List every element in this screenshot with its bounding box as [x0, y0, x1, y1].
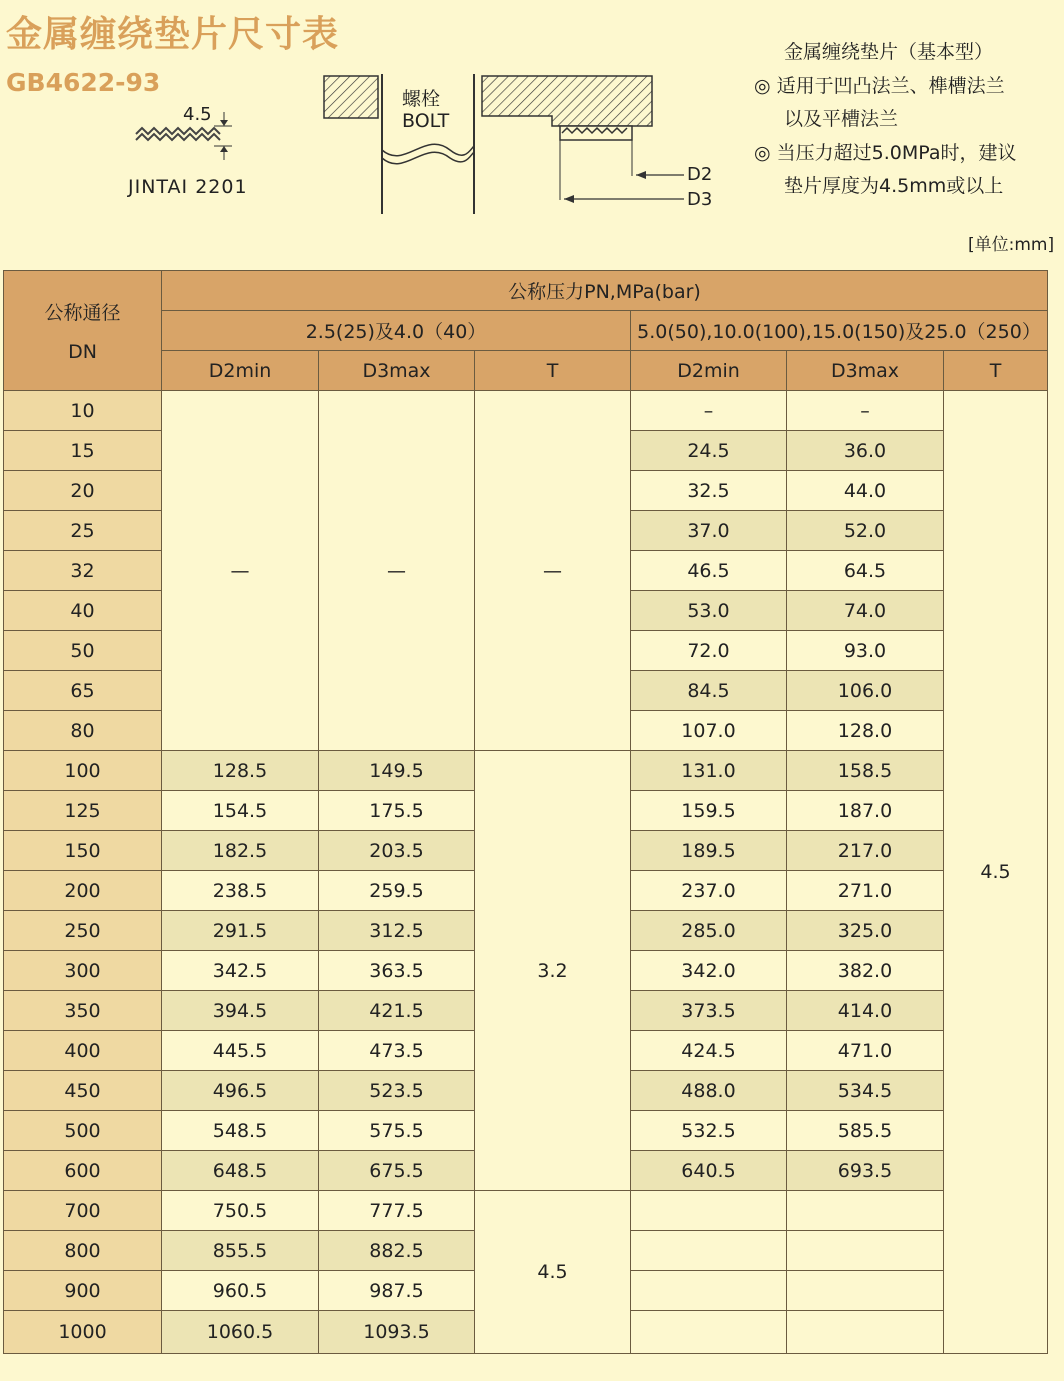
thickness-label: 4.5 [183, 104, 212, 125]
t-g2-cell: 4.5 [944, 391, 1048, 1354]
dn-cell: 900 [4, 1271, 162, 1311]
d2min-g2-cell: 488.0 [631, 1071, 787, 1111]
d2min-g1-cell: 855.5 [162, 1231, 319, 1271]
d2min-g1-cell: 342.5 [162, 951, 319, 991]
d3max-g2-cell: 534.5 [787, 1071, 944, 1111]
dn-cell: 40 [4, 591, 162, 631]
dash-d3-g1: — [319, 391, 475, 751]
table-row [4, 391, 1048, 431]
dash-d2-g2: – [631, 391, 787, 431]
col-d2min-g1: D2min [162, 351, 319, 391]
d3max-g2-cell: 128.0 [787, 711, 944, 751]
d2min-g1-cell: 154.5 [162, 791, 319, 831]
empty-g2-cell [631, 1231, 787, 1271]
t-g1-45-cell: 4.5 [475, 1191, 631, 1354]
pressure-header: 公称压力PN,MPa(bar) [162, 271, 1048, 311]
dn-cell: 150 [4, 831, 162, 871]
d2min-g2-cell: 285.0 [631, 911, 787, 951]
d3max-g2-cell: 187.0 [787, 791, 944, 831]
dash-d3-g2: – [787, 391, 944, 431]
d2-dimension-label: D2 [687, 164, 713, 185]
dn-cell: 100 [4, 751, 162, 791]
col-d2min-g2: D2min [631, 351, 787, 391]
empty-g2-cell [787, 1311, 944, 1354]
d2min-g1-cell: 648.5 [162, 1151, 319, 1191]
d2min-g2-cell: 24.5 [631, 431, 787, 471]
table-row [4, 751, 1048, 791]
page-title: 金属缠绕垫片尺寸表 [6, 14, 340, 55]
d3max-g2-cell: 158.5 [787, 751, 944, 791]
t-g1-32-cell: 3.2 [475, 751, 631, 1191]
empty-g2-cell [787, 1191, 944, 1231]
d3max-g2-cell: 44.0 [787, 471, 944, 511]
d3max-g1-cell: 473.5 [319, 1031, 475, 1071]
d3max-g2-cell: 325.0 [787, 911, 944, 951]
d2min-g1-cell: 750.5 [162, 1191, 319, 1231]
dn-cell: 500 [4, 1111, 162, 1151]
d2min-g1-cell: 496.5 [162, 1071, 319, 1111]
gasket-profile-icon [136, 112, 232, 160]
note-1-continued: 以及平槽法兰 [784, 108, 899, 130]
d2min-g2-cell: 342.0 [631, 951, 787, 991]
d3max-g1-cell: 1093.5 [319, 1311, 475, 1354]
d3max-g1-cell: 675.5 [319, 1151, 475, 1191]
dn-cell: 50 [4, 631, 162, 671]
d3max-g2-cell: 585.5 [787, 1111, 944, 1151]
d3max-g1-cell: 203.5 [319, 831, 475, 871]
standard-code: GB4622-93 [6, 68, 161, 97]
d3max-g2-cell: 36.0 [787, 431, 944, 471]
d2min-g2-cell: 189.5 [631, 831, 787, 871]
d2min-g1-cell: 1060.5 [162, 1311, 319, 1354]
dn-cell: 80 [4, 711, 162, 751]
d2min-g2-cell: 107.0 [631, 711, 787, 751]
d3max-g2-cell: 271.0 [787, 871, 944, 911]
d3max-g2-cell: 217.0 [787, 831, 944, 871]
pressure-group-2: 5.0(50),10.0(100),15.0(150)及25.0（250） [631, 311, 1048, 351]
d2min-g2-cell: 532.5 [631, 1111, 787, 1151]
d2min-g2-cell: 424.5 [631, 1031, 787, 1071]
dn-cell: 15 [4, 431, 162, 471]
d2min-g2-cell: 159.5 [631, 791, 787, 831]
table-row [4, 1191, 1048, 1231]
d3max-g1-cell: 575.5 [319, 1111, 475, 1151]
empty-g2-cell [631, 1311, 787, 1354]
dn-cell: 600 [4, 1151, 162, 1191]
dn-cell: 350 [4, 991, 162, 1031]
d2min-g2-cell: 373.5 [631, 991, 787, 1031]
unit-label: [单位:mm] [968, 235, 1055, 255]
dn-cell: 10 [4, 391, 162, 431]
d2min-g1-cell: 960.5 [162, 1271, 319, 1311]
dn-cell: 400 [4, 1031, 162, 1071]
col-d3max-g2: D3max [787, 351, 944, 391]
dn-cell: 125 [4, 791, 162, 831]
d3max-g1-cell: 149.5 [319, 751, 475, 791]
dn-cell: 1000 [4, 1311, 162, 1354]
dn-cell: 20 [4, 471, 162, 511]
dn-header [4, 271, 162, 391]
d2min-g1-cell: 182.5 [162, 831, 319, 871]
d2min-g1-cell: 445.5 [162, 1031, 319, 1071]
d2min-g1-cell: 548.5 [162, 1111, 319, 1151]
d2min-g2-cell: 37.0 [631, 511, 787, 551]
d2min-g1-cell: 394.5 [162, 991, 319, 1031]
dn-cell: 32 [4, 551, 162, 591]
dn-cell: 65 [4, 671, 162, 711]
d3max-g2-cell: 52.0 [787, 511, 944, 551]
dn-cell: 250 [4, 911, 162, 951]
d3max-g2-cell: 74.0 [787, 591, 944, 631]
gasket-size-table [3, 270, 1048, 1354]
dn-cell: 800 [4, 1231, 162, 1271]
d2min-g2-cell: 32.5 [631, 471, 787, 511]
d2min-g2-cell: 131.0 [631, 751, 787, 791]
d3max-g2-cell: 64.5 [787, 551, 944, 591]
d2min-g2-cell: 237.0 [631, 871, 787, 911]
d3max-g2-cell: 693.5 [787, 1151, 944, 1191]
note-1: ◎ 适用于凹凸法兰、榫槽法兰 [754, 74, 1005, 97]
note-2: ◎ 当压力超过5.0MPa时，建议 [754, 141, 1017, 164]
dn-header-cn: 公称通径 [44, 302, 121, 324]
d3max-g1-cell: 882.5 [319, 1231, 475, 1271]
model-label: JINTAI 2201 [128, 176, 248, 198]
bolt-label-cn: 螺栓 [402, 88, 441, 110]
dash-t-g1: — [475, 391, 631, 751]
d3max-g2-cell: 471.0 [787, 1031, 944, 1071]
d3max-g1-cell: 421.5 [319, 991, 475, 1031]
d3max-g1-cell: 523.5 [319, 1071, 475, 1111]
d3max-g1-cell: 175.5 [319, 791, 475, 831]
d3max-g1-cell: 363.5 [319, 951, 475, 991]
d2min-g2-cell: 640.5 [631, 1151, 787, 1191]
d3max-g2-cell: 93.0 [787, 631, 944, 671]
d3max-g2-cell: 414.0 [787, 991, 944, 1031]
col-t-g2: T [944, 351, 1048, 391]
d3max-g2-cell: 106.0 [787, 671, 944, 711]
d2min-g1-cell: 128.5 [162, 751, 319, 791]
dn-cell: 450 [4, 1071, 162, 1111]
d3max-g2-cell: 382.0 [787, 951, 944, 991]
dn-cell: 300 [4, 951, 162, 991]
dn-cell: 700 [4, 1191, 162, 1231]
dn-header-en: DN [68, 341, 97, 363]
empty-g2-cell [787, 1231, 944, 1271]
usage-notes [754, 36, 1016, 204]
col-d3max-g1: D3max [319, 351, 475, 391]
d2min-g2-cell: 53.0 [631, 591, 787, 631]
d2min-g2-cell: 84.5 [631, 671, 787, 711]
empty-g2-cell [787, 1271, 944, 1311]
col-t-g1: T [475, 351, 631, 391]
d2min-g1-cell: 238.5 [162, 871, 319, 911]
empty-g2-cell [631, 1271, 787, 1311]
d2min-g1-cell: 291.5 [162, 911, 319, 951]
note-2-continued: 垫片厚度为4.5mm或以上 [784, 175, 1004, 197]
bolt-label-en: BOLT [402, 110, 450, 132]
d3max-g1-cell: 259.5 [319, 871, 475, 911]
dn-cell: 25 [4, 511, 162, 551]
notes-heading: 金属缠绕垫片（基本型） [784, 41, 994, 63]
pressure-group-1: 2.5(25)及4.0（40） [162, 311, 631, 351]
d3max-g1-cell: 987.5 [319, 1271, 475, 1311]
d2min-g2-cell: 46.5 [631, 551, 787, 591]
d3-dimension-label: D3 [687, 189, 713, 210]
d2min-g2-cell: 72.0 [631, 631, 787, 671]
d3max-g1-cell: 777.5 [319, 1191, 475, 1231]
dn-cell: 200 [4, 871, 162, 911]
empty-g2-cell [631, 1191, 787, 1231]
dash-d2-g1: — [162, 391, 319, 751]
d3max-g1-cell: 312.5 [319, 911, 475, 951]
